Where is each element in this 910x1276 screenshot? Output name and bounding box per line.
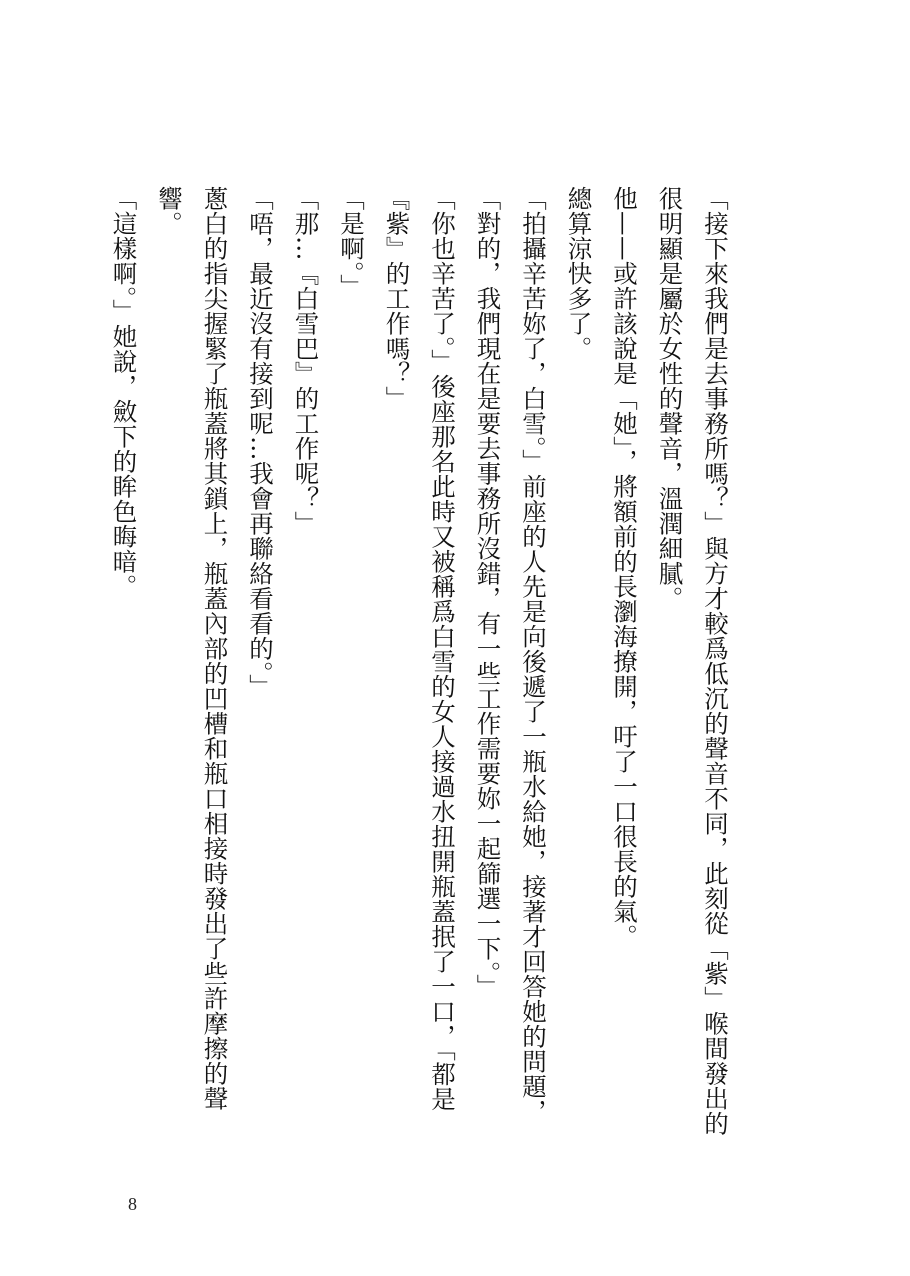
vertical-text-body: [109, 186, 738, 1146]
page-number: 8: [128, 1194, 137, 1214]
paragraph-8: 「唔，最近沒有接到呢…我會再聯絡看看的。」: [246, 186, 275, 699]
paragraph-1: 「接下來我們是去事務所嗎？」與方才較爲低沉的聲音不同，此刻從「紫」喉間發出的很明顯是屬於女性的聲音，溫潤細膩。: [655, 186, 730, 1136]
paragraph-9: 蔥白的指尖握緊了瓶蓋將其鎖上，瓶蓋內部的凹槽和瓶口相接時發出了些許摩擦的聲響。: [155, 186, 230, 1111]
paragraph-5: 「你也辛苦了。」後座那名此時又被稱爲白雪的女人接過水扭開瓶蓋抿了一口，「都是『紫』的工作嗎？」: [382, 186, 457, 1112]
paragraph-2: 他——或許該說是「她」，將額前的長瀏海撩開，吁了一口很長的氣。: [610, 186, 639, 949]
paragraph-4: 「拍攝辛苦妳了，白雪。」前座的人先是向後遞了一瓶水給她，接著才回答她的問題，「對的，我們現在是要去事務所沒錯，有一些工作需要妳一起篩選一下。」: [473, 186, 548, 1124]
paragraph-10: 「這樣啊。」她說，斂下的眸色晦暗。: [109, 186, 139, 599]
paragraph-3: 總算涼快多了。: [564, 186, 594, 361]
paragraph-7: 「那…『白雪巴』的工作呢？」: [291, 186, 321, 536]
paragraph-6: 「是啊。」: [337, 186, 366, 299]
